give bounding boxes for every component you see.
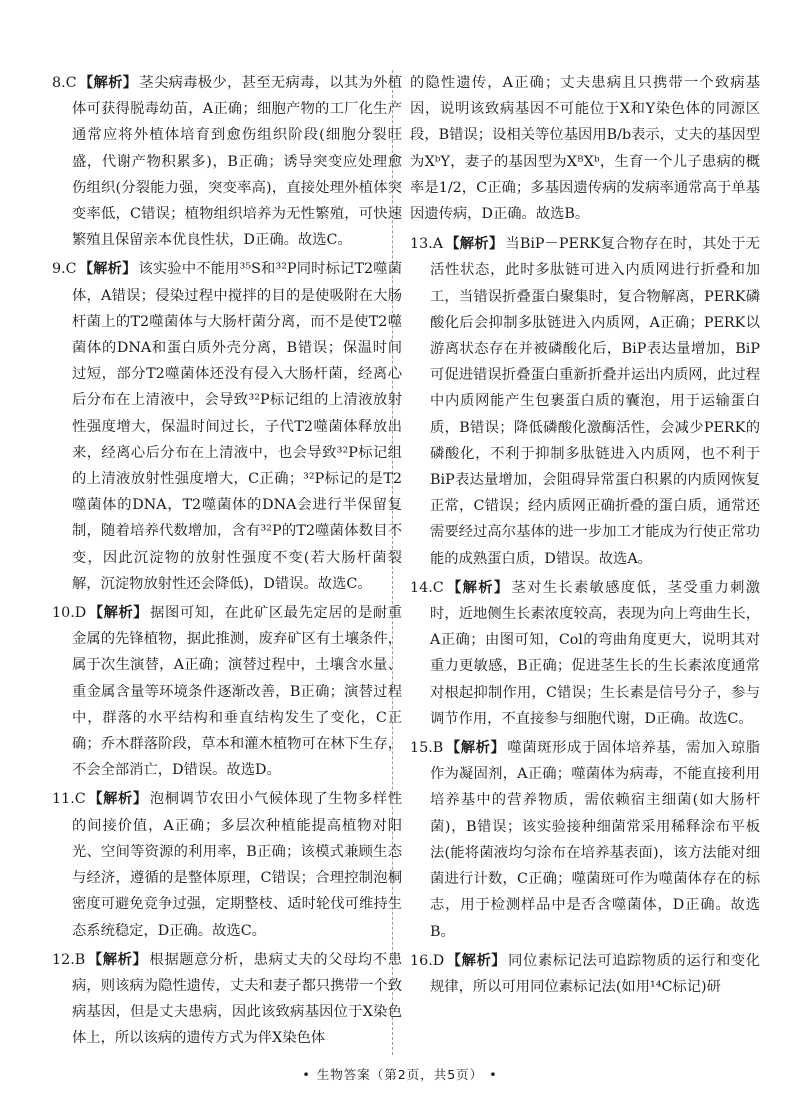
analysis-tag: 【解析】 xyxy=(446,952,507,969)
answer-item xyxy=(410,948,760,1000)
answer-number: 9.C xyxy=(52,261,77,278)
answer-text: 当BiP－PERK复合物存在时，其处于无活性状态，此时多肽链可进入内质网进行折叠和加工，当错误折叠蛋白聚集时，复合物解离，PERK磷酸化后会抑制多肽链进入内质网，A正确；PERK以游离状态存在并被磷酸化后，BiP表达量增加，BiP可促进错误折叠蛋白重新折叠并运出内质网，此过程中内质网能产生包裹蛋白质的囊泡，用于运输蛋白质，B错误；降低磷酸化激酶活性，会减少PERK的磷酸化，不利于抑制多肽链进入内质网，也不利于BiP表达量增加，会阻碍异常蛋白积累的内质网恢复正常，C错误；经内质网正确折叠的蛋白质，通常还需要经过高尔基体的进一步加工才能成为行使正常功能的成熟蛋白质，D错误。故选A。 xyxy=(430,236,761,567)
answer-text: 茎尖病毒极少，甚至无病毒，以其为外植体可获得脱毒幼苗，A正确；细胞产物的工厂化生产通常应将外植体培育到愈伤组织阶段(细胞分裂旺盛，代谢产物积累多)，B正确；诱导突变应处理愈伤组织(分裂能力强，突变率高)，直接处理外植体突变率低，C错误；植物组织培养为无性繁殖，可快速繁殖且保留亲本优良性状，D正确。故选C。 xyxy=(72,75,402,249)
answer-number: 13.A xyxy=(410,236,444,253)
footer-text: 生物答案（第2页，共5页） xyxy=(316,1067,484,1082)
answer-number: 16.D xyxy=(410,952,445,969)
answer-item xyxy=(52,600,402,783)
answer-number: 11.C xyxy=(52,791,86,808)
answer-item xyxy=(52,256,402,597)
answer-number: 12.B xyxy=(52,951,86,968)
answer-number: 8.C xyxy=(52,75,77,91)
answer-item xyxy=(52,786,402,943)
answer-number: 14.C xyxy=(410,579,444,596)
analysis-tag: 【解析】 xyxy=(445,579,510,596)
answer-text: 的隐性遗传，A正确；丈夫患病且只携带一个致病基因，说明该致病基因不可能位于X和Y染色体的同源区段，B错误；设相关等位基因用B/b表示，丈夫的基因型为XᵇY，妻子的基因型为XᴮXᵇ，生育一个儿子患病的概率是1/2，C正确；多基因遗传病的发病率通常高于单基因遗传病，D正确。故选B。 xyxy=(410,75,760,223)
answer-item xyxy=(410,735,760,945)
answer-text: 根据题意分析，患病丈夫的父母均不患病，则该病为隐性遗传，丈夫和妻子都只携带一个致病基因，但是丈夫患病，因此该致病基因位于X染色体上，所以该病的遗传方式为伴X染色体 xyxy=(72,951,403,1047)
answer-text: 泡桐调节农田小气候体现了生物多样性的间接价值，A正确；多层次种植能提高植物对阳光、空间等资源的利用率，B正确；该模式兼顾生态与经济，遵循的是整体原理，C错误；合理控制泡桐密度可避免竞争过强，定期整枝、适时轮伐可维持生态系统稳定，D正确。故选C。 xyxy=(72,791,403,939)
page-footer: • 生物答案（第2页，共5页） • xyxy=(302,1067,498,1082)
analysis-tag: 【解析】 xyxy=(445,740,506,757)
answer-text: 同位素标记法可追踪物质的运行和变化规律，所以可用同位素标记法(如用¹⁴C标记)研 xyxy=(430,952,761,995)
answer-number: 15.B xyxy=(410,740,444,757)
answer-text: 噬菌斑形成于固体培养基，需加入琼脂作为凝固剂，A正确；噬菌体为病毒，不能直接利用培养基中的营养物质，需依赖宿主细菌(如大肠杆菌)，B错误；该实验接种细菌常采用稀释涂布平板法(能将菌液均匀涂布在培养基表面)，该方法能对细菌进行计数，C正确；噬菌斑可作为噬菌体存在的标志，用于检测样品中是否含噬菌体，D正确。故选B。 xyxy=(430,740,761,940)
answer-number: 10.D xyxy=(52,605,87,622)
answer-item xyxy=(52,947,402,1052)
answer-item xyxy=(410,575,760,732)
answer-item xyxy=(52,70,402,253)
answer-text: 据图可知，在此矿区最先定居的是耐重金属的先锋植物，据此推测，废弃矿区有土壤条件，属于次生演替，A正确；演替过程中，土壤含水量、重金属含量等环境条件逐渐改善，B正确；演替过程中，群落的水平结构和垂直结构发生了变化，C正确；乔木群落阶段，草本和灌木植物可在林下生存，不会全部消亡，D错误。故选D。 xyxy=(72,605,403,779)
analysis-tag: 【解析】 xyxy=(445,236,504,253)
analysis-tag: 【解析】 xyxy=(78,75,138,91)
answer-item xyxy=(410,231,760,572)
left-column xyxy=(52,70,402,1055)
analysis-tag: 【解析】 xyxy=(87,951,148,968)
analysis-tag: 【解析】 xyxy=(78,261,137,278)
right-column xyxy=(410,70,760,1003)
answer-text: 茎对生长素敏感度低，茎受重力刺激时，近地侧生长素浓度较高，表现为向上弯曲生长，A正确；由图可知，Col的弯曲角度更大，说明其对重力更敏感，B正确；促进茎生长的生长素浓度通常对根起抑制作用，C错误；生长素是信号分子，参与调节作用，不直接参与细胞代谢，D正确。故选C。 xyxy=(430,579,760,727)
analysis-tag: 【解析】 xyxy=(87,791,148,808)
analysis-tag: 【解析】 xyxy=(88,605,149,622)
answer-item xyxy=(410,70,760,227)
answer-text: 该实验中不能用³⁵S和³²P同时标记T2噬菌体，A错误；侵染过程中搅拌的目的是使吸附在大肠杆菌上的T2噬菌体与大肠杆菌分离，而不是使T2噬菌体的DNA和蛋白质外壳分离，B错误；保温时间过短，部分T2噬菌体还没有侵入大肠杆菌，经离心后分布在上清液中，会导致³²P标记组的上清液放射性强度增大，保温时间过长，子代T2噬菌体释放出来，经离心后分布在上清液中，也会导致³²P标记组的上清液放射性强度增大，C正确；³²P标记的是T2噬菌体的DNA，T2噬菌体的DNA会进行半保留复制，随着培养代数增加，含有³²P的T2噬菌体数目不变，因此沉淀物的放射性强度不变(若大肠杆菌裂解，沉淀物放射性还会降低)，D错误。故选C。 xyxy=(72,261,402,592)
